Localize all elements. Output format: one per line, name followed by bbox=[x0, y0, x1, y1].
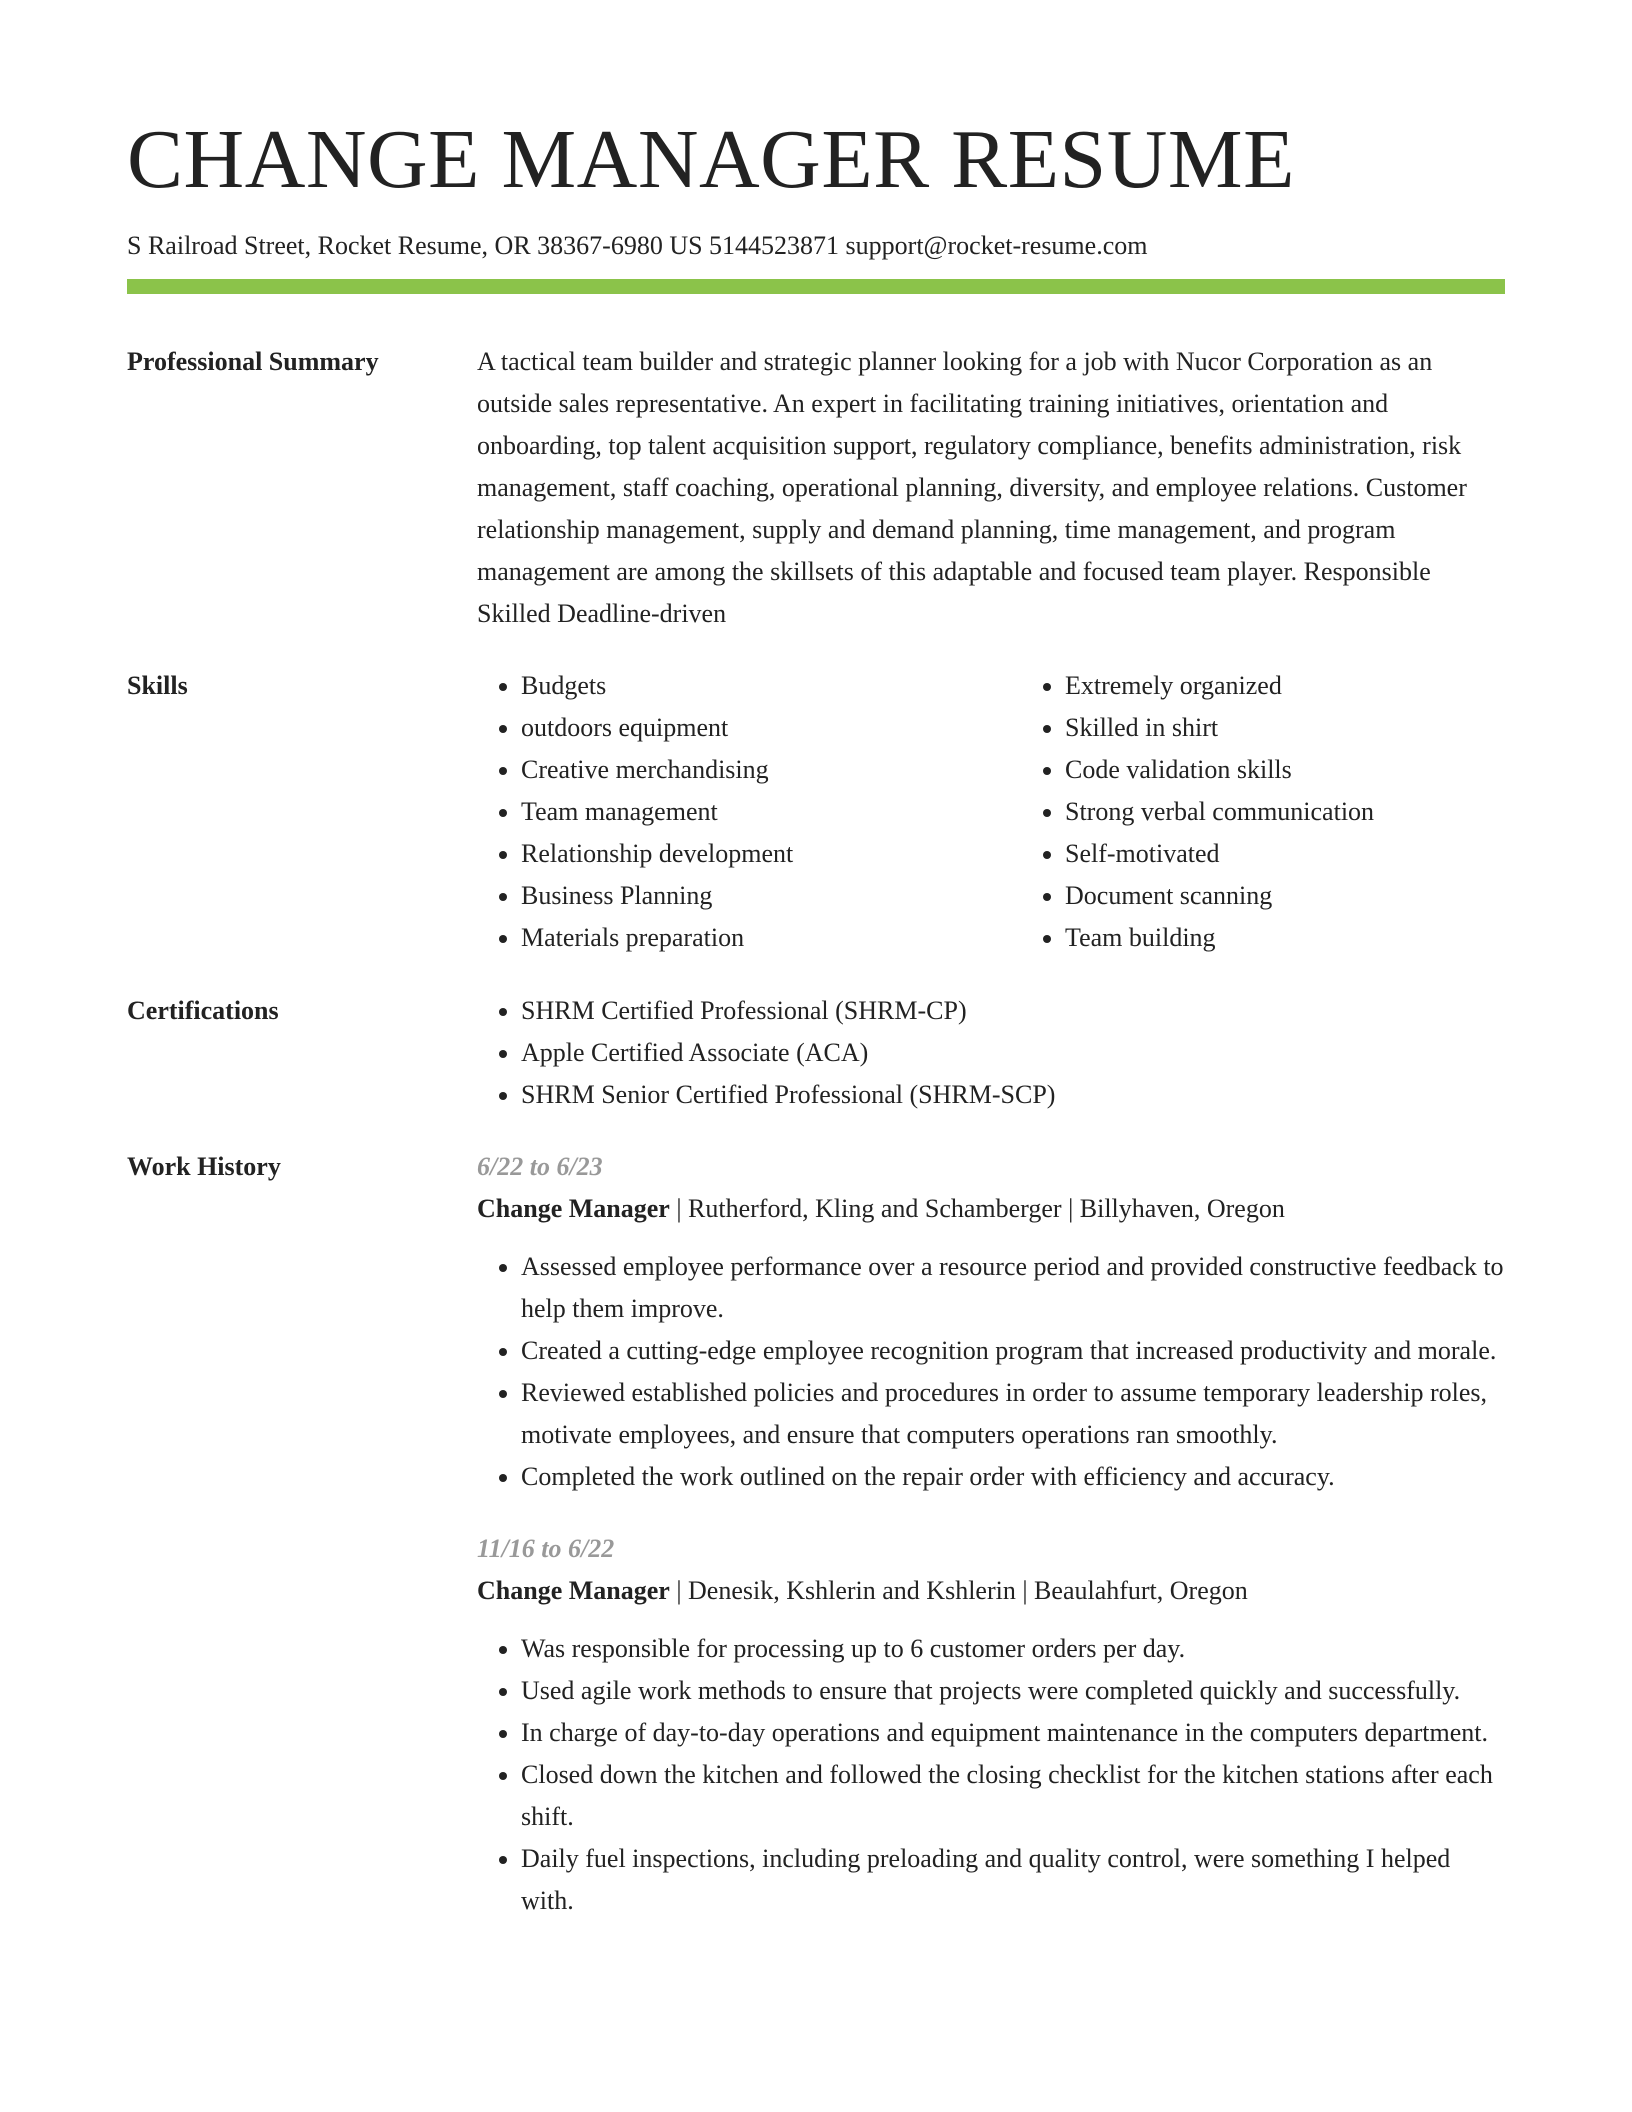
skill-item: • Budgets bbox=[521, 665, 1021, 707]
job-details: | Rutherford, Kling and Schamberger | Billyhaven, Oregon bbox=[669, 1194, 1285, 1224]
job-bullet: • Completed the work outlined on the repair order with efficiency and accuracy. bbox=[521, 1456, 1505, 1498]
certifications-body bbox=[477, 990, 1505, 1116]
section-label-certifications: Certifications bbox=[127, 996, 279, 1026]
header-divider bbox=[127, 279, 1505, 294]
job-bullet: • Daily fuel inspections, including preloading and quality control, were something I helped with. bbox=[521, 1838, 1505, 1922]
skill-item: • Business Planning bbox=[521, 875, 1021, 917]
job-dates: 6/22 to 6/23 bbox=[477, 1152, 603, 1182]
summary-text: A tactical team builder and strategic planner looking for a job with Nucor Corporation as an outside sales representative. An expert in facilitating training initiatives, orientation and onboarding, top talent acquisition support, regulatory compliance, benefits administration, risk management, staff coaching, operational planning, diversity, and employee relations. Customer relationship management, supply and demand planning, time management, and program management are among the skillsets of this adaptable and focused team player. Responsible Skilled Deadline-driven bbox=[477, 347, 1467, 629]
job-dates: 11/16 to 6/22 bbox=[477, 1534, 615, 1564]
job-bullets bbox=[477, 1628, 1505, 1922]
job-heading bbox=[477, 1570, 1505, 1612]
certification-item: • SHRM Senior Certified Professional (SHRM-SCP) bbox=[521, 1074, 1505, 1116]
job-title: Change Manager bbox=[477, 1194, 670, 1224]
job-entry bbox=[477, 1146, 1505, 1498]
skill-item: • Materials preparation bbox=[521, 917, 1021, 959]
job-bullet: • Assessed employee performance over a resource period and provided constructive feedback to help them improve. bbox=[521, 1246, 1505, 1330]
job-bullet: • Created a cutting-edge employee recognition program that increased productivity and morale. bbox=[521, 1330, 1505, 1372]
work-history-body bbox=[477, 1146, 1505, 1922]
certifications-section bbox=[127, 990, 1505, 1116]
skills-body bbox=[477, 665, 1565, 959]
job-entry bbox=[477, 1528, 1505, 1922]
skills-grid bbox=[477, 665, 1565, 959]
job-bullet: • Was responsible for processing up to 6 customer orders per day. bbox=[521, 1628, 1505, 1670]
work-history-section bbox=[127, 1146, 1505, 1922]
skill-item: • Skilled in shirt bbox=[1065, 707, 1565, 749]
skill-item: • Relationship development bbox=[521, 833, 1021, 875]
section-label-work-history: Work History bbox=[127, 1152, 281, 1182]
skills-list-left bbox=[477, 665, 1021, 959]
job-bullet: • In charge of day-to-day operations and equipment maintenance in the computers department. bbox=[521, 1712, 1505, 1754]
job-details: | Denesik, Kshlerin and Kshlerin | Beaulahfurt, Oregon bbox=[669, 1576, 1248, 1606]
job-bullets bbox=[477, 1246, 1505, 1498]
skill-item: • Team building bbox=[1065, 917, 1565, 959]
summary-body bbox=[477, 341, 1505, 635]
skill-item: • Strong verbal communication bbox=[1065, 791, 1565, 833]
skill-item: • Team management bbox=[521, 791, 1021, 833]
job-bullet: • Reviewed established policies and procedures in order to assume temporary leadership roles, motivate employees, and ensure that computers operations ran smoothly. bbox=[521, 1372, 1505, 1456]
skill-item: • Creative merchandising bbox=[521, 749, 1021, 791]
job-heading bbox=[477, 1188, 1505, 1230]
skills-section bbox=[127, 665, 1505, 959]
skills-list-right bbox=[1021, 665, 1565, 959]
skill-item: • Self-motivated bbox=[1065, 833, 1565, 875]
section-label-summary: Professional Summary bbox=[127, 347, 379, 377]
skill-item: • Document scanning bbox=[1065, 875, 1565, 917]
skill-item: • outdoors equipment bbox=[521, 707, 1021, 749]
certification-item: • Apple Certified Associate (ACA) bbox=[521, 1032, 1505, 1074]
section-label-skills: Skills bbox=[127, 671, 188, 701]
job-bullet: • Used agile work methods to ensure that projects were completed quickly and successfully. bbox=[521, 1670, 1505, 1712]
resume-title: CHANGE MANAGER RESUME bbox=[127, 113, 1295, 206]
certification-item: • SHRM Certified Professional (SHRM-CP) bbox=[521, 990, 1505, 1032]
summary-section bbox=[127, 341, 1505, 635]
job-title: Change Manager bbox=[477, 1576, 670, 1606]
skill-item: • Extremely organized bbox=[1065, 665, 1565, 707]
certifications-list bbox=[477, 990, 1505, 1116]
contact-line: S Railroad Street, Rocket Resume, OR 38367-6980 US 5144523871 support@rocket-resume.com bbox=[127, 231, 1148, 260]
skill-item: • Code validation skills bbox=[1065, 749, 1565, 791]
job-bullet: • Closed down the kitchen and followed the closing checklist for the kitchen stations after each shift. bbox=[521, 1754, 1505, 1838]
